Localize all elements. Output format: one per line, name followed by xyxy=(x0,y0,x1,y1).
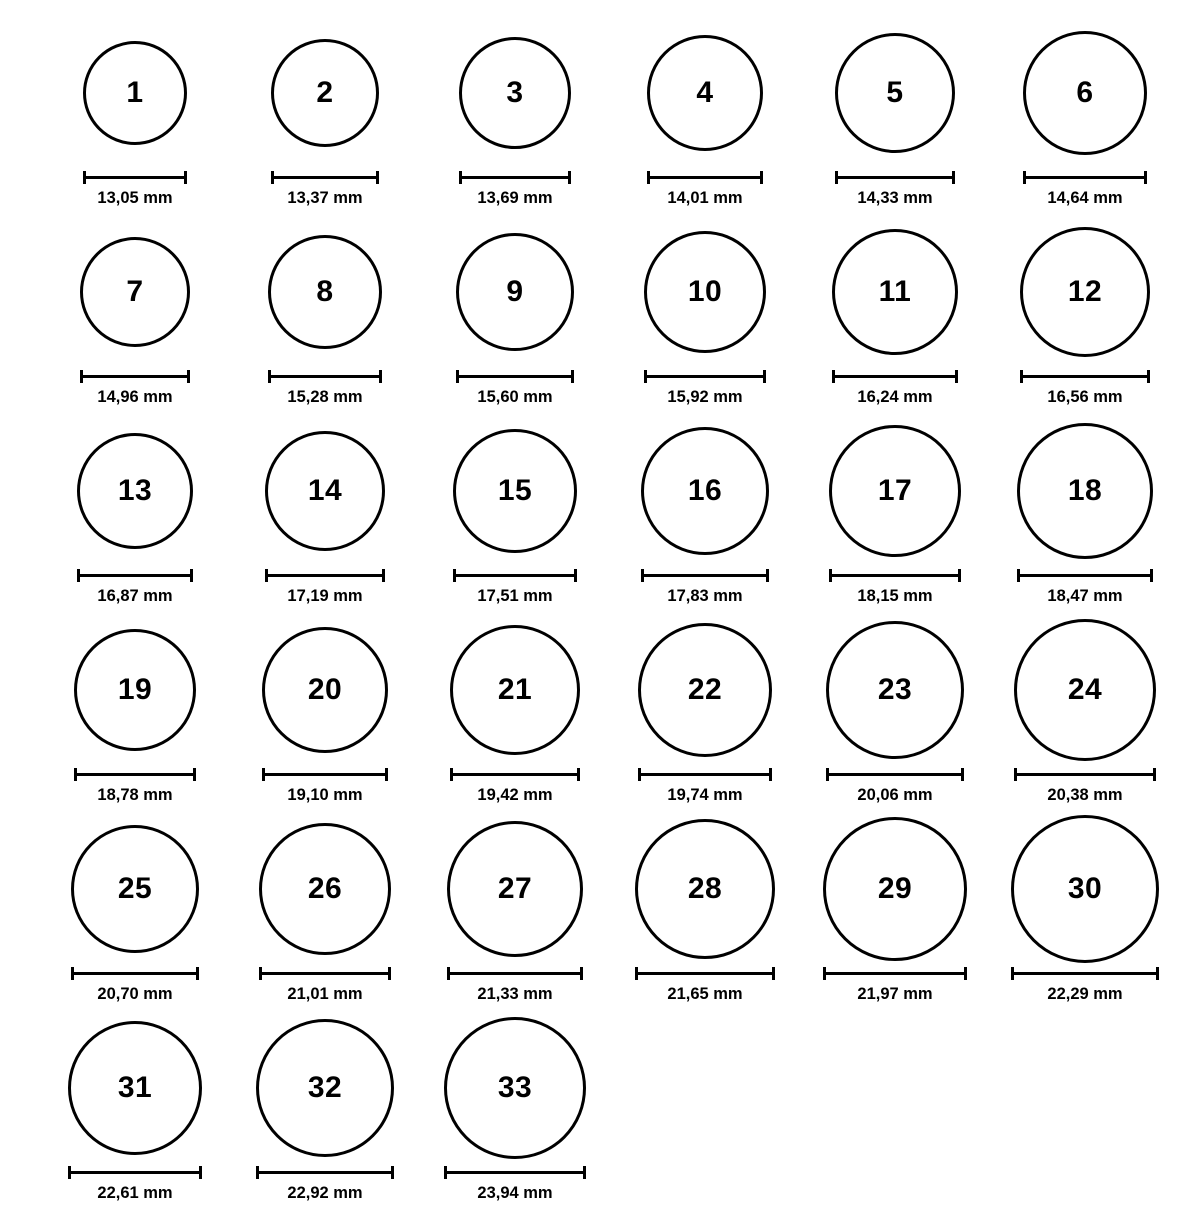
diameter-measure-bar xyxy=(71,967,199,979)
ring-circle xyxy=(83,41,187,145)
ring-circle-wrap xyxy=(230,814,420,964)
ring-size-grid xyxy=(0,18,1200,1212)
measure-cap-left xyxy=(74,768,77,781)
ring-circle xyxy=(265,431,385,551)
ring-circle-wrap xyxy=(230,416,420,566)
diameter-measure-bar xyxy=(453,569,577,581)
measure-cap-left xyxy=(1023,171,1026,184)
ring-circle xyxy=(71,825,199,953)
measure-cap-right xyxy=(1156,967,1159,980)
diameter-measure-bar xyxy=(444,1166,586,1178)
ring-circle xyxy=(823,817,967,961)
ring-size-number: 23 xyxy=(877,673,913,706)
ring-circle-wrap xyxy=(990,814,1180,964)
ring-circle xyxy=(453,429,577,553)
ring-size-number: 32 xyxy=(307,1071,343,1104)
ring-size-number: 11 xyxy=(878,275,912,308)
measure-cap-right xyxy=(187,370,190,383)
ring-size-number: 9 xyxy=(506,275,524,308)
measure-line xyxy=(259,972,391,975)
measure-cap-left xyxy=(638,768,641,781)
ring-size-number: 10 xyxy=(687,275,723,308)
measure-line xyxy=(453,574,577,577)
measure-cap-right xyxy=(391,1166,394,1179)
measure-line xyxy=(823,972,967,975)
ring-circle xyxy=(444,1017,586,1159)
measure-line xyxy=(638,773,772,776)
ring-size-cell xyxy=(420,18,610,213)
ring-size-cell xyxy=(610,814,800,1009)
ring-size-number: 7 xyxy=(126,275,144,308)
measure-cap-right xyxy=(379,370,382,383)
ring-circle-wrap xyxy=(40,18,230,168)
measure-cap-right xyxy=(1144,171,1147,184)
ring-size-cell xyxy=(990,217,1180,412)
diameter-label: 18,78 mm xyxy=(97,786,173,804)
measure-cap-left xyxy=(265,569,268,582)
diameter-label: 15,92 mm xyxy=(667,388,743,406)
diameter-label: 18,15 mm xyxy=(857,587,933,605)
ring-circle-wrap xyxy=(990,18,1180,168)
diameter-label: 22,29 mm xyxy=(1047,985,1123,1003)
diameter-measure-bar xyxy=(826,768,964,780)
ring-size-cell xyxy=(230,615,420,810)
ring-size-cell xyxy=(990,18,1180,213)
ring-size-number: 5 xyxy=(886,76,904,109)
measure-cap-right xyxy=(199,1166,202,1179)
ring-circle-wrap xyxy=(800,615,990,765)
measure-line xyxy=(256,1171,394,1174)
measure-cap-left xyxy=(71,967,74,980)
measure-cap-left xyxy=(1017,569,1020,582)
ring-circle xyxy=(1011,815,1159,963)
measure-cap-right xyxy=(766,569,769,582)
ring-size-cell xyxy=(800,416,990,611)
ring-circle-wrap xyxy=(800,814,990,964)
ring-circle-wrap xyxy=(230,1013,420,1163)
diameter-label: 17,19 mm xyxy=(287,587,363,605)
diameter-measure-bar xyxy=(450,768,580,780)
measure-cap-right xyxy=(184,171,187,184)
measure-line xyxy=(444,1171,586,1174)
diameter-label: 23,94 mm xyxy=(477,1184,553,1202)
diameter-measure-bar xyxy=(641,569,769,581)
measure-line xyxy=(647,176,763,179)
ring-circle xyxy=(456,233,574,351)
measure-cap-left xyxy=(453,569,456,582)
ring-circle-wrap xyxy=(610,217,800,367)
measure-line xyxy=(459,176,571,179)
measure-cap-left xyxy=(268,370,271,383)
diameter-measure-bar xyxy=(77,569,193,581)
diameter-label: 19,10 mm xyxy=(287,786,363,804)
measure-line xyxy=(644,375,766,378)
measure-cap-left xyxy=(68,1166,71,1179)
ring-size-number: 21 xyxy=(497,673,533,706)
ring-size-number: 18 xyxy=(1067,474,1103,507)
measure-line xyxy=(635,972,775,975)
ring-circle-wrap xyxy=(40,416,230,566)
ring-circle-wrap xyxy=(420,18,610,168)
measure-cap-right xyxy=(583,1166,586,1179)
diameter-measure-bar xyxy=(1017,569,1153,581)
diameter-label: 18,47 mm xyxy=(1047,587,1123,605)
measure-cap-right xyxy=(388,967,391,980)
diameter-measure-bar xyxy=(638,768,772,780)
measure-line xyxy=(68,1171,202,1174)
ring-size-cell xyxy=(800,217,990,412)
diameter-label: 14,64 mm xyxy=(1047,189,1123,207)
ring-size-cell xyxy=(230,18,420,213)
measure-cap-right xyxy=(964,967,967,980)
diameter-label: 13,05 mm xyxy=(97,189,173,207)
diameter-measure-bar xyxy=(829,569,961,581)
ring-circle-wrap xyxy=(990,416,1180,566)
ring-size-number: 22 xyxy=(687,673,723,706)
diameter-measure-bar xyxy=(1011,967,1159,979)
ring-size-cell xyxy=(40,416,230,611)
diameter-label: 17,83 mm xyxy=(667,587,743,605)
diameter-label: 21,33 mm xyxy=(477,985,553,1003)
ring-circle xyxy=(256,1019,394,1157)
ring-circle xyxy=(826,621,964,759)
measure-cap-right xyxy=(772,967,775,980)
ring-size-cell xyxy=(420,217,610,412)
ring-size-number: 1 xyxy=(126,76,144,109)
measure-cap-right xyxy=(580,967,583,980)
measure-cap-right xyxy=(958,569,961,582)
ring-circle-wrap xyxy=(420,615,610,765)
measure-cap-left xyxy=(444,1166,447,1179)
ring-circle xyxy=(1014,619,1156,761)
measure-line xyxy=(74,773,196,776)
diameter-measure-bar xyxy=(635,967,775,979)
ring-size-cell xyxy=(40,18,230,213)
ring-circle xyxy=(447,821,583,957)
ring-circle xyxy=(268,235,382,349)
diameter-label: 13,37 mm xyxy=(287,189,363,207)
ring-size-number: 30 xyxy=(1067,872,1103,905)
diameter-label: 19,42 mm xyxy=(477,786,553,804)
diameter-label: 13,69 mm xyxy=(477,189,553,207)
ring-circle xyxy=(829,425,961,557)
measure-cap-left xyxy=(459,171,462,184)
ring-circle-wrap xyxy=(40,217,230,367)
ring-circle xyxy=(1017,423,1153,559)
ring-circle xyxy=(259,823,391,955)
ring-circle-wrap xyxy=(610,814,800,964)
measure-line xyxy=(80,375,190,378)
ring-size-cell xyxy=(800,615,990,810)
ring-circle-wrap xyxy=(610,416,800,566)
diameter-measure-bar xyxy=(1023,171,1147,183)
ring-circle-wrap xyxy=(420,217,610,367)
ring-circle-wrap xyxy=(990,615,1180,765)
ring-circle xyxy=(68,1021,202,1155)
ring-circle xyxy=(641,427,769,555)
measure-cap-right xyxy=(1153,768,1156,781)
ring-size-cell xyxy=(40,814,230,1009)
measure-cap-left xyxy=(80,370,83,383)
diameter-label: 19,74 mm xyxy=(667,786,743,804)
diameter-label: 16,24 mm xyxy=(857,388,933,406)
ring-circle-wrap xyxy=(230,18,420,168)
measure-line xyxy=(1020,375,1150,378)
measure-line xyxy=(1017,574,1153,577)
measure-cap-left xyxy=(1011,967,1014,980)
ring-size-cell xyxy=(40,1013,230,1208)
ring-circle xyxy=(271,39,379,147)
ring-circle-wrap xyxy=(800,416,990,566)
measure-cap-right xyxy=(1150,569,1153,582)
ring-size-cell xyxy=(420,1013,610,1208)
ring-size-number: 20 xyxy=(307,673,343,706)
ring-size-cell xyxy=(40,217,230,412)
diameter-label: 15,60 mm xyxy=(477,388,553,406)
measure-cap-left xyxy=(447,967,450,980)
ring-size-cell xyxy=(800,18,990,213)
ring-circle xyxy=(832,229,958,355)
ring-size-number: 27 xyxy=(497,872,533,905)
measure-cap-left xyxy=(641,569,644,582)
ring-circle-wrap xyxy=(800,18,990,168)
measure-cap-right xyxy=(952,171,955,184)
diameter-measure-bar xyxy=(271,171,379,183)
measure-cap-right xyxy=(760,171,763,184)
diameter-label: 17,51 mm xyxy=(477,587,553,605)
diameter-label: 22,61 mm xyxy=(97,1184,173,1202)
ring-size-number: 2 xyxy=(316,76,334,109)
measure-cap-left xyxy=(77,569,80,582)
diameter-measure-bar xyxy=(644,370,766,382)
diameter-measure-bar xyxy=(268,370,382,382)
diameter-measure-bar xyxy=(835,171,955,183)
measure-cap-left xyxy=(835,171,838,184)
measure-cap-left xyxy=(1014,768,1017,781)
measure-cap-left xyxy=(1020,370,1023,383)
diameter-label: 20,70 mm xyxy=(97,985,173,1003)
diameter-measure-bar xyxy=(265,569,385,581)
ring-circle-wrap xyxy=(610,615,800,765)
ring-size-cell xyxy=(610,416,800,611)
measure-cap-left xyxy=(635,967,638,980)
diameter-measure-bar xyxy=(259,967,391,979)
diameter-label: 21,97 mm xyxy=(857,985,933,1003)
measure-line xyxy=(826,773,964,776)
ring-circle xyxy=(835,33,955,153)
diameter-measure-bar xyxy=(80,370,190,382)
ring-size-cell xyxy=(420,814,610,1009)
ring-circle-wrap xyxy=(990,217,1180,367)
measure-cap-left xyxy=(829,569,832,582)
diameter-label: 14,33 mm xyxy=(857,189,933,207)
diameter-label: 15,28 mm xyxy=(287,388,363,406)
ring-size-number: 17 xyxy=(877,474,913,507)
ring-circle-wrap xyxy=(420,416,610,566)
ring-size-cell xyxy=(420,416,610,611)
ring-circle-wrap xyxy=(420,814,610,964)
measure-cap-left xyxy=(450,768,453,781)
diameter-label: 16,87 mm xyxy=(97,587,173,605)
ring-size-cell xyxy=(610,615,800,810)
ring-size-number: 3 xyxy=(506,76,524,109)
measure-cap-right xyxy=(1147,370,1150,383)
measure-line xyxy=(641,574,769,577)
diameter-measure-bar xyxy=(832,370,958,382)
ring-circle-wrap xyxy=(40,814,230,964)
diameter-measure-bar xyxy=(459,171,571,183)
measure-line xyxy=(1011,972,1159,975)
ring-circle xyxy=(74,629,196,751)
diameter-measure-bar xyxy=(83,171,187,183)
measure-cap-right xyxy=(193,768,196,781)
diameter-label: 14,96 mm xyxy=(97,388,173,406)
ring-size-number: 33 xyxy=(497,1071,533,1104)
ring-size-number: 15 xyxy=(497,474,533,507)
measure-cap-right xyxy=(574,569,577,582)
ring-circle xyxy=(647,35,763,151)
measure-line xyxy=(83,176,187,179)
measure-cap-right xyxy=(196,967,199,980)
ring-circle xyxy=(77,433,193,549)
ring-size-number: 14 xyxy=(307,474,343,507)
ring-circle-wrap xyxy=(40,615,230,765)
measure-cap-right xyxy=(568,171,571,184)
ring-size-cell xyxy=(990,615,1180,810)
measure-cap-left xyxy=(271,171,274,184)
ring-size-number: 31 xyxy=(117,1071,153,1104)
ring-circle-wrap xyxy=(800,217,990,367)
diameter-measure-bar xyxy=(456,370,574,382)
measure-line xyxy=(262,773,388,776)
measure-line xyxy=(71,972,199,975)
ring-circle xyxy=(262,627,388,753)
diameter-measure-bar xyxy=(68,1166,202,1178)
ring-size-number: 6 xyxy=(1076,76,1094,109)
measure-line xyxy=(835,176,955,179)
ring-size-cell xyxy=(420,615,610,810)
measure-cap-right xyxy=(376,171,379,184)
ring-circle xyxy=(459,37,571,149)
diameter-label: 21,01 mm xyxy=(287,985,363,1003)
measure-cap-left xyxy=(259,967,262,980)
measure-cap-left xyxy=(83,171,86,184)
ring-circle-wrap xyxy=(610,18,800,168)
measure-line xyxy=(265,574,385,577)
ring-size-number: 13 xyxy=(117,474,153,507)
measure-cap-right xyxy=(571,370,574,383)
ring-circle xyxy=(1023,31,1147,155)
ring-size-cell xyxy=(230,1013,420,1208)
diameter-measure-bar xyxy=(447,967,583,979)
ring-size-cell xyxy=(230,217,420,412)
measure-line xyxy=(832,375,958,378)
measure-line xyxy=(271,176,379,179)
diameter-measure-bar xyxy=(647,171,763,183)
ring-size-number: 25 xyxy=(117,872,153,905)
ring-size-cell xyxy=(230,416,420,611)
ring-size-cell xyxy=(610,217,800,412)
diameter-label: 20,06 mm xyxy=(857,786,933,804)
measure-cap-left xyxy=(647,171,650,184)
diameter-label: 16,56 mm xyxy=(1047,388,1123,406)
ring-size-cell xyxy=(40,615,230,810)
ring-circle-wrap xyxy=(230,217,420,367)
measure-cap-right xyxy=(382,569,385,582)
ring-size-number: 16 xyxy=(687,474,723,507)
diameter-label: 20,38 mm xyxy=(1047,786,1123,804)
measure-cap-left xyxy=(823,967,826,980)
ring-circle xyxy=(80,237,190,347)
ring-size-number: 28 xyxy=(687,872,723,905)
ring-size-cell xyxy=(610,18,800,213)
measure-line xyxy=(1023,176,1147,179)
measure-cap-left xyxy=(826,768,829,781)
ring-size-number: 29 xyxy=(877,872,913,905)
ring-circle-wrap xyxy=(420,1013,610,1163)
measure-line xyxy=(268,375,382,378)
measure-cap-right xyxy=(961,768,964,781)
measure-line xyxy=(829,574,961,577)
ring-size-cell xyxy=(990,814,1180,1009)
ring-circle xyxy=(644,231,766,353)
diameter-measure-bar xyxy=(823,967,967,979)
diameter-label: 14,01 mm xyxy=(667,189,743,207)
measure-cap-left xyxy=(832,370,835,383)
measure-cap-left xyxy=(644,370,647,383)
diameter-label: 21,65 mm xyxy=(667,985,743,1003)
measure-line xyxy=(456,375,574,378)
ring-size-cell xyxy=(800,814,990,1009)
measure-cap-right xyxy=(769,768,772,781)
diameter-measure-bar xyxy=(1020,370,1150,382)
diameter-measure-bar xyxy=(256,1166,394,1178)
diameter-label: 22,92 mm xyxy=(287,1184,363,1202)
diameter-measure-bar xyxy=(1014,768,1156,780)
measure-cap-right xyxy=(385,768,388,781)
measure-cap-right xyxy=(577,768,580,781)
measure-cap-left xyxy=(456,370,459,383)
measure-cap-right xyxy=(763,370,766,383)
measure-cap-right xyxy=(190,569,193,582)
ring-size-number: 19 xyxy=(117,673,153,706)
ring-size-cell xyxy=(230,814,420,1009)
measure-cap-right xyxy=(955,370,958,383)
ring-circle-wrap xyxy=(40,1013,230,1163)
ring-size-number: 8 xyxy=(316,275,334,308)
measure-cap-left xyxy=(262,768,265,781)
ring-size-number: 26 xyxy=(307,872,343,905)
ring-size-number: 4 xyxy=(696,76,714,109)
measure-cap-left xyxy=(256,1166,259,1179)
diameter-measure-bar xyxy=(74,768,196,780)
ring-circle-wrap xyxy=(230,615,420,765)
ring-size-number: 24 xyxy=(1067,673,1103,706)
measure-line xyxy=(447,972,583,975)
ring-size-cell xyxy=(990,416,1180,611)
ring-circle xyxy=(638,623,772,757)
ring-circle xyxy=(1020,227,1150,357)
diameter-measure-bar xyxy=(262,768,388,780)
ring-size-number: 12 xyxy=(1067,275,1103,308)
measure-line xyxy=(450,773,580,776)
measure-line xyxy=(1014,773,1156,776)
ring-circle xyxy=(635,819,775,959)
measure-line xyxy=(77,574,193,577)
ring-circle xyxy=(450,625,580,755)
